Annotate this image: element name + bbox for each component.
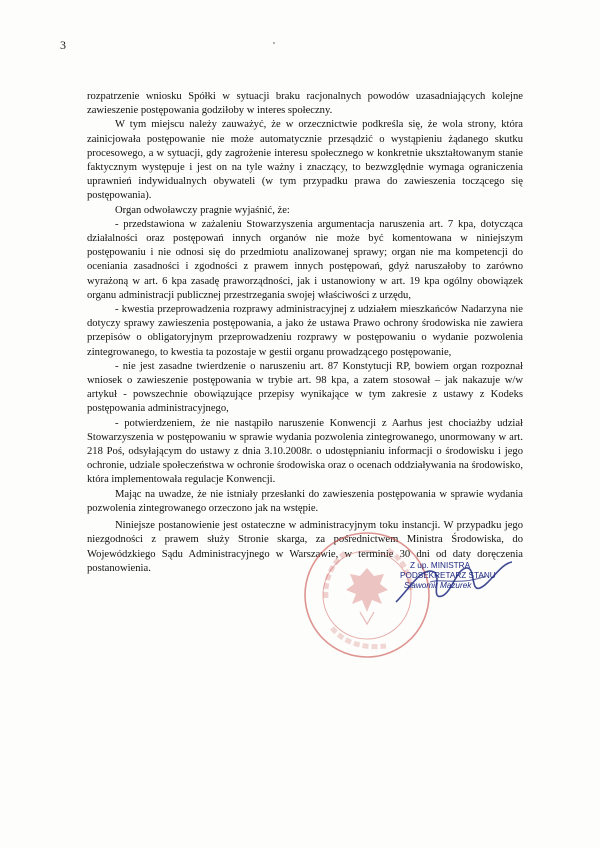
list-item-hearing: - kwestia przeprowadzenia rozprawy administracyjnej z udziałem mieszkańców Nadarzyna nie dotyczy sprawy zawieszenia postępowania, a jako że ustawa Prawo ochrony środowiska nie zawiera przepisów o obligatoryjnym przeprowadzeniu rozprawy w postępowaniu o wydanie pozwolenia zintegrowanego, to kwestia ta pozostaje w gestii organu prowadzącego postępowanie,	[87, 304, 523, 358]
signature-authority-line: Z up. MINISTRA	[410, 561, 471, 570]
signature-title-line: PODSEKRETARZ STANU	[400, 571, 496, 580]
paragraph-appeal-instructions: Niniejsze postanowienie jest ostateczne w administracyjnym toku instancji. W przypadku jego niezgodności z prawem służy Stronie skarga, za pośrednictwem Ministra Środowiska, do Wojewódzkiego Sądu Administracyjnego w Warszawie, w terminie 30 dni od daty doręczenia postanowienia.	[87, 520, 523, 574]
speck	[273, 42, 275, 44]
document-body	[87, 90, 523, 576]
paragraph-intro: Organ odwoławczy pragnie wyjaśnić, że:	[115, 204, 290, 216]
paragraph-jurisprudence: W tym miejscu należy zauważyć, że w orzecznictwie podkreśla się, że wola strony, która zainicjowała postępowanie nie może automatycznie przesądzić o wystąpieniu żądanego skutku procesowego, a w sytuacji, gdy zagrożenie interesu społecznego w konkretnie ukształtowanym stanie faktycznym występuje i jest on na tyle ważny i znaczący, to bezwzględnie wymaga ograniczenia uprawnień indywidualnych obywateli (w tym przypadku prawa do zawieszenia toczącego się postępowania).	[87, 119, 523, 202]
page-number: 3	[60, 38, 66, 52]
list-item-art7: - przedstawiona w zażaleniu Stowarzyszenia argumentacja naruszenia art. 7 kpa, dotycząca działalności oraz postępowań innych organów nie może być komentowana w niniejszym postępowaniu i nie odnosi się do przedmiotu analizowanej sprawy; organ nie ma kompetencji do oceniania zasadności i zgodności z prawem innych postępowań, gdyż naruszałoby to zarówno wyrażoną w art. 6 kpa zasadę praworządności, jak i ustanowiony w art. 19 kpa ogólny obowiązek organu administracji publicznej przestrzegania swojej właściwości z urzędu,	[87, 218, 523, 301]
signature-block	[400, 561, 496, 591]
paragraph-continuation: rozpatrzenie wniosku Spółki w sytuacji braku racjonalnych powodów uzasadniających kolejne zawieszenie postępowania godziłoby w interes społeczny.	[87, 91, 523, 117]
list-item-constitution: - nie jest zasadne twierdzenie o naruszeniu art. 87 Konstytucji RP, bowiem organ rozpoznał wniosek o zawieszenie postępowania w trybie art. 98 kpa, a zatem stosował – jak nakazuje w/w artykuł - powszechnie obowiązujące przepisy wynikające w tym zakresie z ustawy z Kodeks postępowania administracyjnego,	[87, 360, 523, 415]
signature-name: Sławomir Mazurek	[404, 581, 472, 590]
list-item-aarhus: - potwierdzeniem, że nie nastąpiło naruszenie Konwencji z Aarhus jest chociażby udział Stowarzyszenia w postępowaniu w sprawie wydania pozwolenia zintegrowanego, unormowany w art. 218 Poś, odsyłającym do ustawy z dnia 3.10.2008r. o udostępnianiu informacji o środowisku i jego ochronie, udziale społeczeństwa w ochronie środowiska oraz o ocenach oddziaływania na środowisko, która implementowała regulacje Konwencji.	[87, 417, 523, 486]
paragraph-conclusion: Mając na uwadze, że nie istniały przesłanki do zawieszenia postępowania w sprawie wydania pozwolenia zintegrowanego orzeczono jak na wstępie.	[87, 488, 523, 514]
